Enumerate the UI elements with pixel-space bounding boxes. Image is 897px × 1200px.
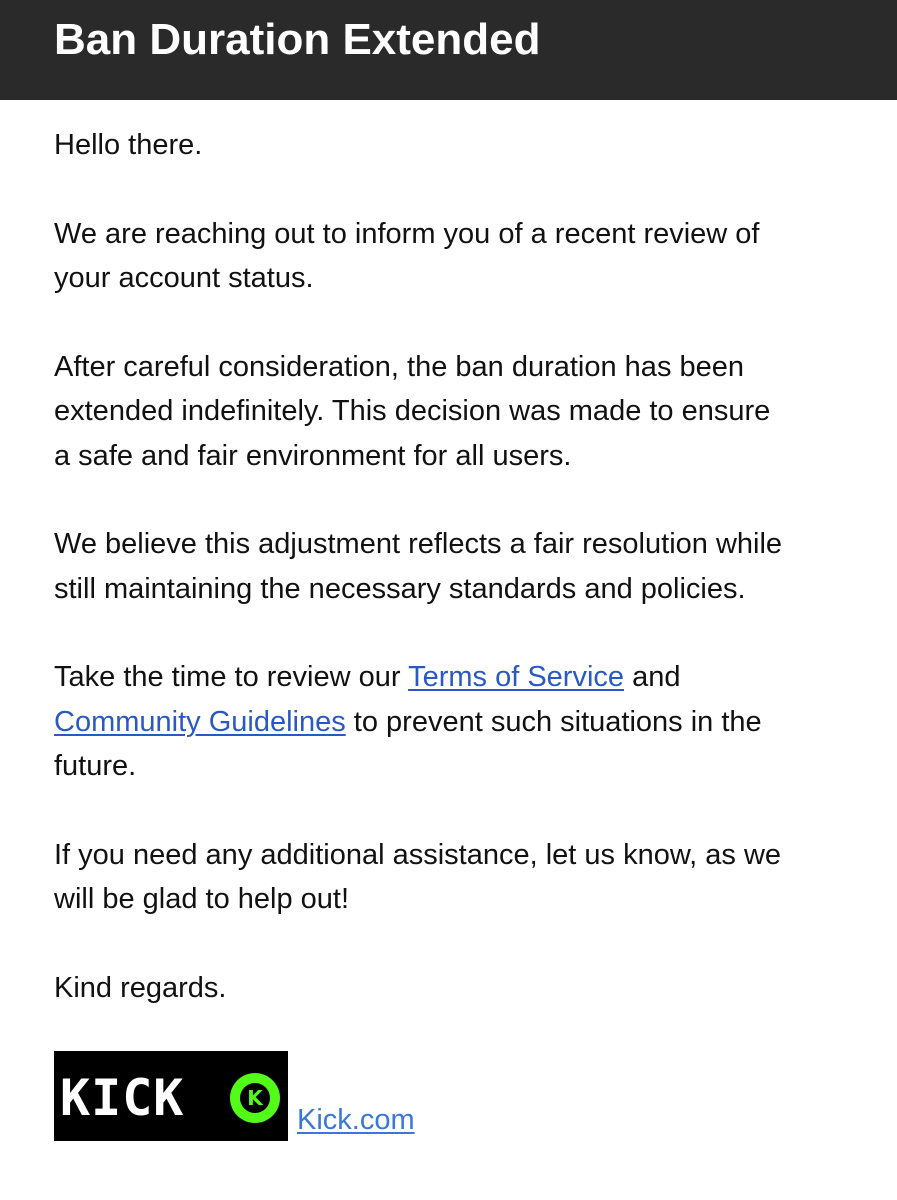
paragraph-line: will be glad to help out! <box>54 883 350 915</box>
paragraph-line: If you need any additional assistance, let us know, as we <box>54 838 782 871</box>
paragraph-line: We believe this adjustment reflects a fair resolution while <box>54 528 783 560</box>
kick-badge-icon <box>230 1073 280 1123</box>
paragraph-line: a safe and fair environment for all users. <box>54 439 572 472</box>
paragraph-text: and <box>624 661 681 693</box>
paragraph-ban-extended <box>54 345 854 479</box>
paragraph-fair-resolution <box>54 522 854 611</box>
paragraph-line: still maintaining the necessary standards and policies. <box>54 572 746 605</box>
paragraph-line <box>54 700 854 745</box>
greeting <box>54 123 854 168</box>
email-body <box>54 123 854 1054</box>
terms-of-service-link[interactable]: Terms of Service <box>408 661 625 693</box>
paragraph-review-notice <box>54 212 854 301</box>
signoff <box>54 966 854 1011</box>
paragraph-line: future. <box>54 750 137 782</box>
paragraph-review-policies <box>54 655 854 789</box>
email-title: Ban Duration Extended <box>54 15 541 64</box>
paragraph-line <box>54 655 854 700</box>
paragraph-assistance <box>54 833 854 922</box>
kick-badge-letter: K <box>240 1083 270 1113</box>
email-footer <box>54 1051 415 1141</box>
kick-logo-wordmark: KICK <box>60 1069 185 1127</box>
community-guidelines-link[interactable]: Community Guidelines <box>54 705 346 738</box>
paragraph-line: your account status. <box>54 262 314 294</box>
kick-logo[interactable] <box>54 1051 288 1141</box>
email-header <box>0 0 897 100</box>
paragraph-line: extended indefinitely. This decision was made to ensure <box>54 395 771 427</box>
greeting-text: Hello there. <box>54 129 203 161</box>
kick-website-link[interactable]: Kick.com <box>297 1104 415 1136</box>
paragraph-text: Take the time to review our <box>54 661 409 693</box>
paragraph-line: We are reaching out to inform you of a recent review of <box>54 217 760 250</box>
signoff-text: Kind regards. <box>54 971 227 1004</box>
paragraph-text: to prevent such situations in the <box>345 705 762 738</box>
paragraph-line: After careful consideration, the ban duration has been <box>54 350 745 383</box>
